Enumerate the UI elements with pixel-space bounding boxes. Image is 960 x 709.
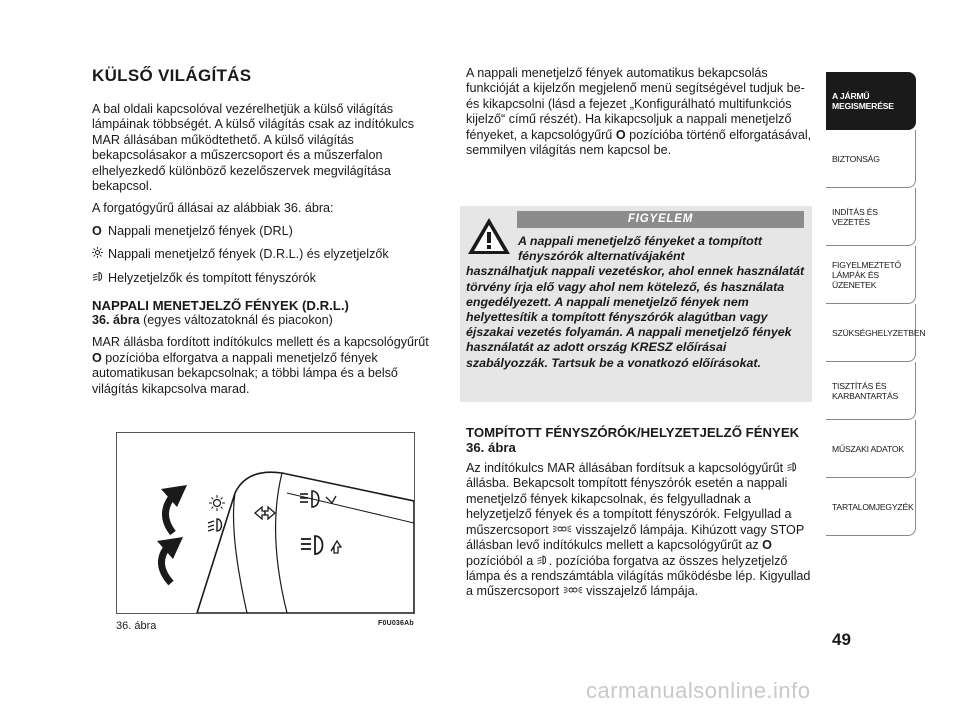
sidebar-tab-contents[interactable] [826,478,916,536]
figure-caption: 36. ábra [116,620,157,632]
position-text: Helyzetjelzők és tompított fényszórók [108,270,316,285]
sidebar-tab-starting[interactable] [826,188,916,246]
low-beam-icon [537,554,549,569]
positions-intro: A forgatógyűrű állásai az alábbiak 36. ábra: [92,201,334,216]
page-number: 49 [832,630,851,649]
low-beam-icon [787,461,799,476]
low-beam-section [466,425,812,607]
sidebar-tab-maintenance[interactable] [826,362,916,420]
sidebar-tab-vehicle[interactable] [826,72,916,130]
sidebar-tab-label: BIZTONSÁG [832,153,880,164]
sidebar-tab-safety[interactable] [826,130,916,188]
warning-text [466,234,808,371]
o-symbol: O [92,350,102,365]
drl-reference-rest: (egyes változatoknál és piacokon) [139,313,333,328]
warning-text-rest: használhatjuk nappali vezetéskor, ahol ennek használatát törvény írja elő vagy ahol nem kötelező, és használata engedélyezett. A nappali menetjelző fények nem helyettesítik a tompított fényszórók alagútban vagy éjszakai vezetés folyamán. A nappali menetjelző fények használatát az adott ország KRESZ előírásai szabályozzák. Tartsuk be a vonatkozó előírásokat. [466,264,805,370]
sidebar-tab-technical-data[interactable] [826,420,916,478]
o-symbol: O [762,538,772,553]
text-part: visszajelző lámpája. Kihúzott vagy STOP állásban levő indítókulcs mellett a kapcsológyűrűt az [466,522,805,553]
intro-paragraph: A bal oldali kapcsolóval vezérelhetjük a külső világítás lámpáinak többségét. A külső világítás csak az indítókulcs MAR állásában működtethető. A külső világítás bekapcsolásakor a műszercsoport és a műszerfalon elhelyezkedő különböző kezelőszervek megvilágítása bekapcsol. [92,102,415,194]
sidebar-tab-label: FIGYELMEZTETŐ LÁMPÁK ÉS ÜZENETEK [832,259,902,290]
sidebar-tab-label: TARTALOMJEGYZÉK [832,501,914,512]
figure-code: F0U036Ab [378,620,414,627]
sidebar-tab-label: TISZTÍTÁS ÉS KARBANTARTÁS [832,380,899,401]
position-item-o [92,224,437,239]
position-item-drl [92,247,437,262]
sidebar-tab-label: MŰSZAKI ADATOK [832,443,904,454]
drl-reference [92,313,437,328]
low-beam-icon [208,519,222,531]
text-part: pozícióba történő elforgatásával, semmilyen világítás nem kapcsol be. [466,127,812,158]
text-part: állásba. Bekapcsolt tompított fényszórók esetén a nappali menetjelző fények kikapcsolnak, és felgyulladnak a helyzetjelző fények és a tompított fényszórók. Felgyullad a műszercsoport [466,476,792,537]
sidebar-tab-label: SZÜKSÉGHELYZETBEN [832,327,926,338]
drl-text-part: pozícióba elforgatva a nappali menetjelző fények automatikusan bekapcsolnak; a többi lámpa és a belső világítás kikapcsolva marad. [92,350,398,396]
o-symbol: O [615,127,626,142]
position-item-low-beam [92,271,437,286]
drl-setting-paragraph [466,66,812,158]
section-title: KÜLSŐ VILÁGÍTÁS [92,66,252,85]
text-part: visszajelző lámpája. [582,584,699,599]
text-part: A nappali menetjelző fények automatikus bekapcsolás funkcióját a kijelzőn megjelenő menü segítségével tudjuk be- és kikapcsolni (lásd a fejezet „Konfigurálható multifunkciós kijelző“ című részét). Ha kikapcsoljuk a nappali menetjelző fényeket, a kapcsológyűrű [466,66,805,142]
text-part: Az indítókulcs MAR állásában fordítsuk a kapcsológyűrűt [466,461,787,476]
position-text: Nappali menetjelző fények (DRL) [108,223,293,238]
sidebar-tab-label: A JÁRMŰ MEGISMERÉSE [832,90,894,111]
watermark[interactable]: carmanualsonline.info [586,678,811,703]
position-lamp-indicator-icon [552,523,572,538]
warning-text-first: A nappali menetjelző fényeket a tompított fényszórók alternatívájaként [518,234,762,264]
low-beam-icon [92,271,108,286]
text-part: . pozícióba forgatva az összes helyzetjelző lámpa és a rendszámtábla világítás működésbe lép. Kigyullad a műszercsoport [466,553,811,599]
sidebar-tab-warning-lights[interactable] [826,246,916,304]
warning-title: FIGYELEM [517,211,804,228]
text-part: pozícióból a [466,553,537,568]
drl-paragraph [92,335,437,397]
sun-icon [92,247,108,262]
figure-36 [116,432,415,614]
position-lamp-indicator-icon [563,584,583,599]
chapter-sidebar [826,72,926,536]
left-column [92,66,437,404]
figure-reference: 36. ábra [92,313,140,328]
drl-heading: NAPPALI MENETJELZŐ FÉNYEK (D.R.L.) [92,298,349,314]
sidebar-tab-label: INDÍTÁS ÉS VEZETÉS [832,206,878,227]
low-beam-paragraph [466,461,812,600]
right-column [466,66,812,165]
light-switch-illustration [117,433,414,613]
drl-text-part: MAR állásba fordított indítókulcs mellett és a kapcsológyűrűt [92,335,429,350]
low-beam-heading: TOMPÍTOTT FÉNYSZÓRÓK/HELYZETJELZŐ FÉNYEK 36. ábra [466,425,800,455]
position-text: Nappali menetjelző fények (D.R.L.) és elyzetjelzők [108,247,389,262]
warning-box [460,206,812,402]
sun-icon [209,495,225,511]
o-symbol: O [92,223,102,238]
sidebar-tab-emergency[interactable] [826,304,926,362]
